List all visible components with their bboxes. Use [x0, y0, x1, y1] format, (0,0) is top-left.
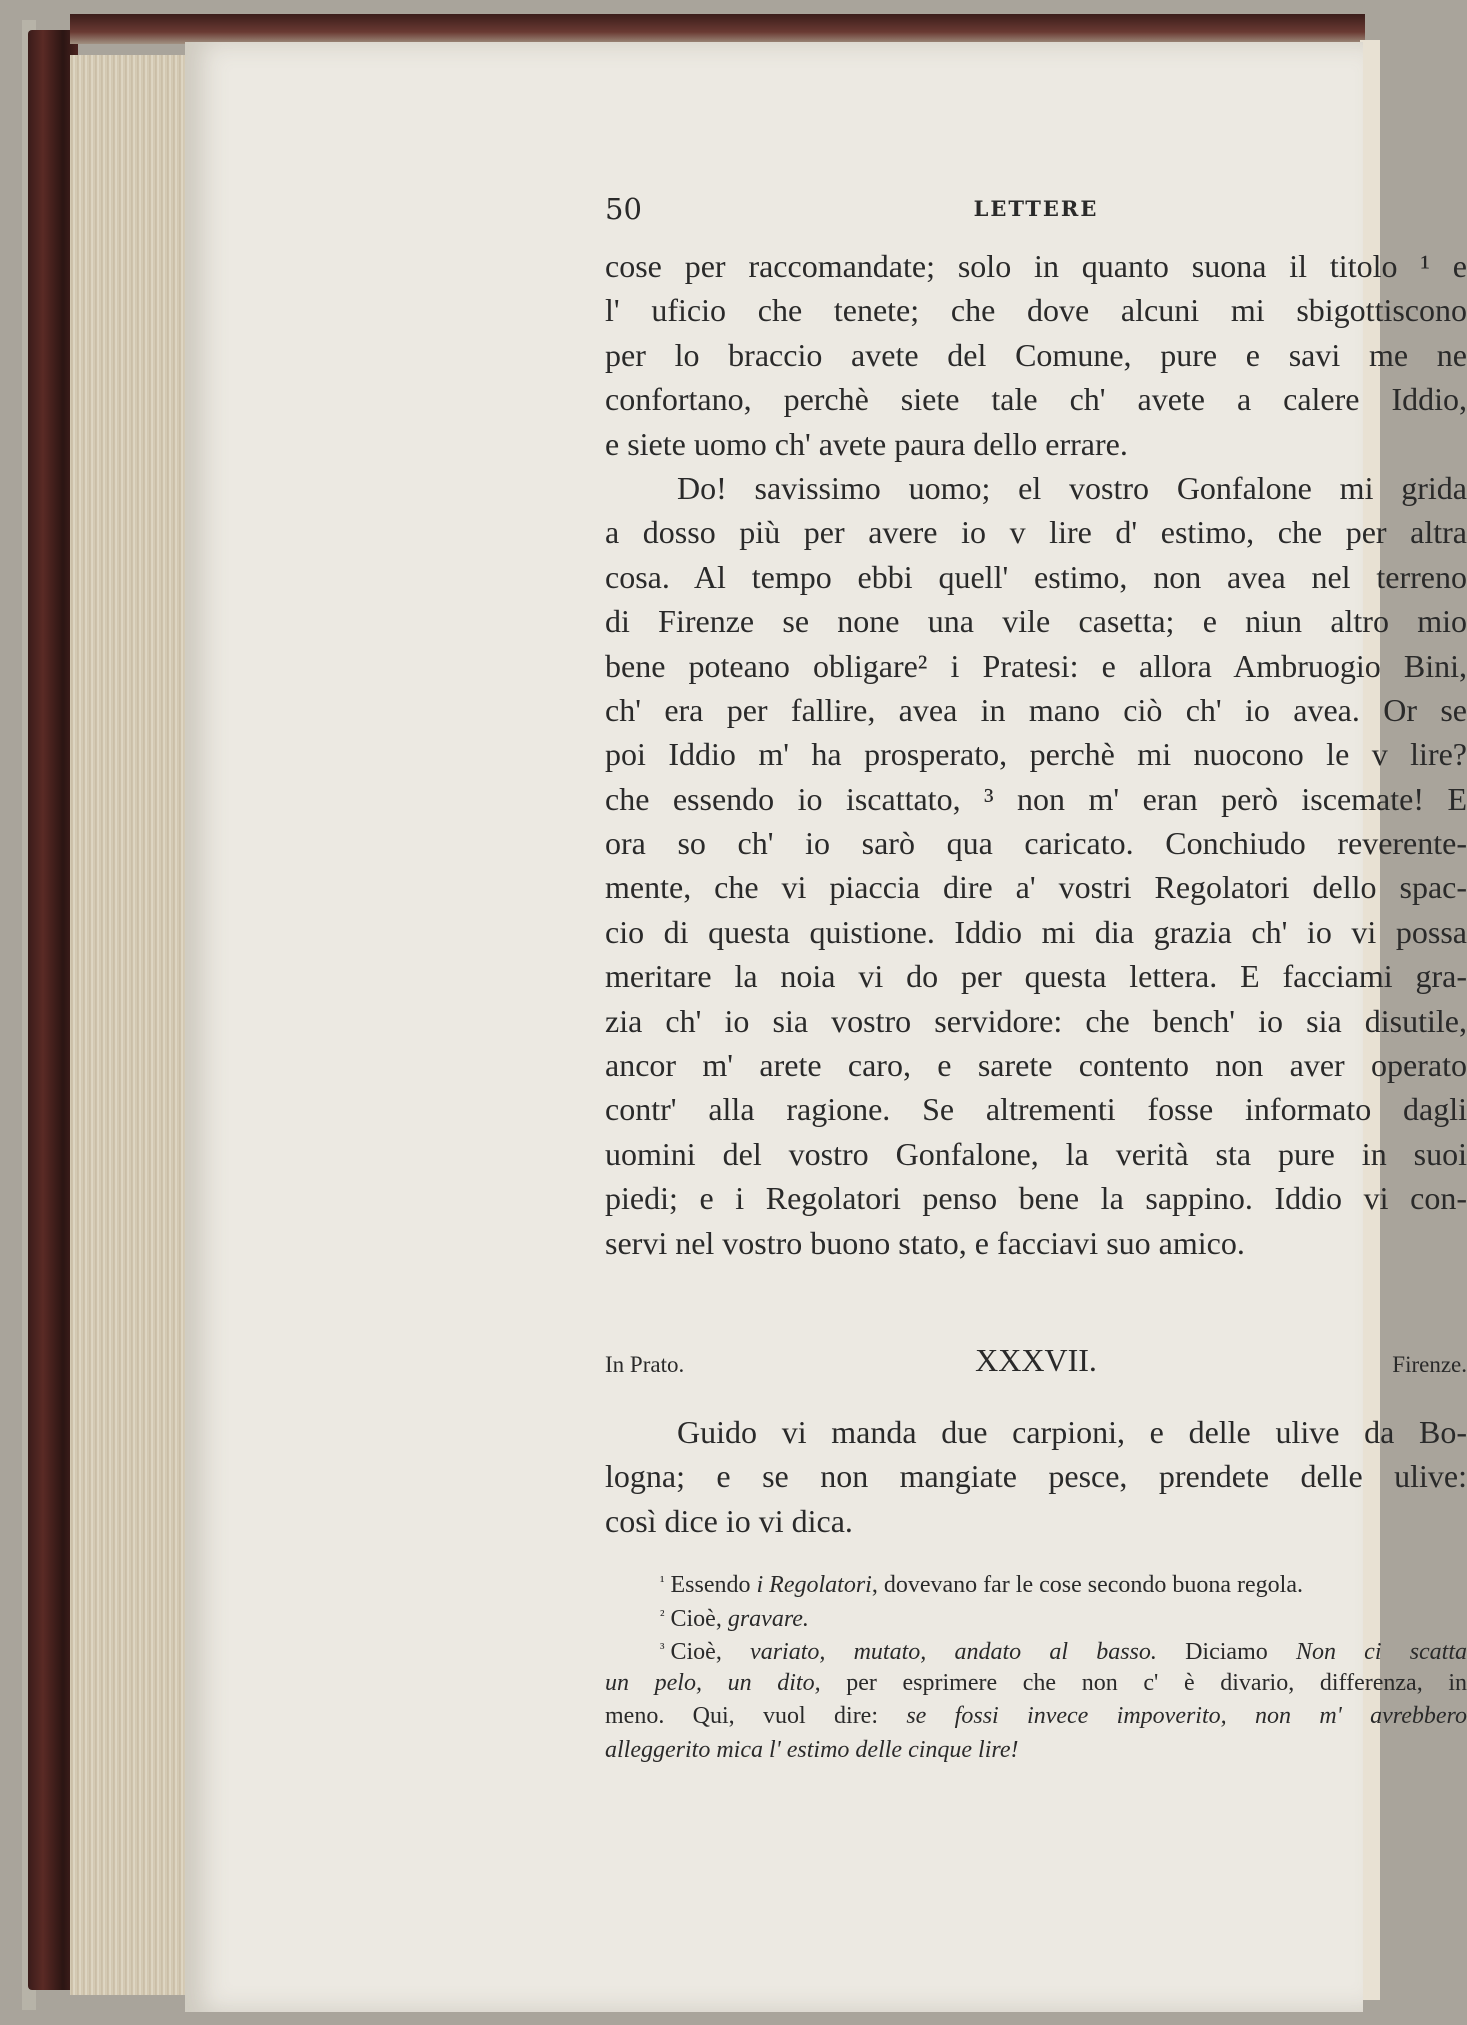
text-line: mente, che vi piaccia dire a' vostri Regolatori dello spac-	[605, 869, 1467, 906]
page-number: 50	[605, 192, 642, 226]
text-line: così dice io vi dica.	[605, 1502, 853, 1539]
footnote-italic: gravare.	[727, 1605, 809, 1632]
text-line: che essendo io iscattato, ³ non m' eran però iscemate! E	[605, 780, 1467, 817]
text-line: meritare la noia vi do per questa lettera. E facciami gra-	[605, 958, 1467, 995]
footnotes	[605, 1566, 1467, 1767]
footnote-1	[605, 1566, 1467, 1600]
footnote-italic: i Regolatori	[756, 1572, 872, 1598]
text-line: zia ch' io sia vostro servidore: che bench' io sia disutile,	[605, 1002, 1467, 1039]
footnote-italic: variato, mutato, andato al basso.	[750, 1639, 1157, 1665]
footnote-3-line-3	[605, 1700, 1467, 1734]
footnote-text: Essendo	[670, 1572, 757, 1598]
page-stack-edges	[70, 55, 200, 1995]
footnote-3	[605, 1633, 1467, 1667]
top-binding-strip	[70, 14, 1365, 44]
footnote-marker: ³	[660, 1641, 665, 1657]
letter-destination: Firenze.	[1392, 1352, 1467, 1377]
text-line: logna; e se non mangiate pesce, prendete delle ulive:	[605, 1458, 1467, 1495]
book-page	[185, 42, 1467, 2012]
text-line: piedi; e i Regolatori penso bene la sappino. Iddio vi con-	[605, 1180, 1467, 1217]
footnote-marker: ²	[660, 1607, 665, 1624]
running-title: LETTERE	[973, 196, 1099, 221]
letter-body	[605, 244, 1467, 1265]
letter-heading	[605, 1342, 1467, 1382]
text-line: cosa. Al tempo ebbi quell' estimo, non avea nel terreno	[605, 558, 1467, 595]
text-line: ancor m' arete caro, e sarete contento non aver operato	[605, 1047, 1467, 1084]
text-line: ch' era per fallire, avea in mano ciò ch' io avea. Or se	[605, 691, 1467, 728]
text-line: Guido vi manda due carpioni, e delle ulive da Bo-	[677, 1414, 1467, 1450]
footnote-italic: Non ci scatta	[1295, 1639, 1467, 1665]
text-line: contr' alla ragione. Se altrementi fosse informato dagli	[605, 1091, 1467, 1128]
footnote-text: meno. Qui, vuol dire:	[605, 1703, 907, 1729]
letter-origin: In Prato.	[605, 1352, 685, 1377]
footnote-text: Cioè,	[670, 1605, 728, 1632]
text-line: confortano, perchè siete tale ch' avete a calere Iddio,	[605, 381, 1467, 418]
text-line: e siete uomo ch' avete paura dello errare.	[605, 425, 1128, 462]
text-line: poi Iddio m' ha prosperato, perchè mi nuocono le v lire?	[605, 736, 1467, 773]
text-line: cio di questa quistione. Iddio mi dia grazia ch' io vi possa	[605, 913, 1467, 950]
letter-body-2	[605, 1410, 1467, 1543]
footnote-italic: alleggerito mica l' estimo delle cinque lire!	[605, 1736, 1019, 1763]
footnote-italic: un pelo, un dito,	[605, 1669, 821, 1696]
footnote-marker: ¹	[660, 1574, 665, 1590]
text-line: cose per raccomandate; solo in quanto suona il titolo ¹ e	[605, 248, 1467, 284]
text-line: uomini del vostro Gonfalone, la verità sta pure in suoi	[605, 1135, 1467, 1172]
text-line: servi nel vostro buono stato, e facciavi suo amico.	[605, 1224, 1245, 1261]
footnote-text: , dovevano far le cose secondo buona regola.	[871, 1572, 1303, 1598]
text-line: ora so ch' io sarò qua caricato. Conchiudo reverente-	[605, 825, 1467, 862]
footnote-text: Cioè,	[670, 1639, 751, 1665]
running-head	[605, 192, 1467, 232]
text-line: Do! savissimo uomo; el vostro Gonfalone mi grida	[677, 469, 1467, 506]
text-line: a dosso più per avere io v lire d' estimo, che per altra	[605, 514, 1467, 551]
footnote-text: Diciamo	[1156, 1639, 1296, 1665]
footnote-3-line-2	[605, 1667, 1467, 1701]
footnote-text: per esprimere che non c' è divario, differenza, in	[820, 1669, 1467, 1696]
footnote-2	[605, 1600, 1467, 1634]
text-line: per lo braccio avete del Comune, pure e savi me ne	[605, 336, 1467, 373]
letter-number: XXXVII.	[975, 1342, 1097, 1378]
footnote-3-line-4	[605, 1734, 1467, 1768]
text-line: l' uficio che tenete; che dove alcuni mi sbigottiscono	[605, 292, 1467, 329]
text-line: di Firenze se none una vile casetta; e niun altro mio	[605, 603, 1467, 640]
footnote-italic: se fossi invece impoverito, non m' avrebbero	[906, 1703, 1467, 1729]
text-line: bene poteano obligare² i Pratesi: e allora Ambruogio Bini,	[605, 647, 1467, 684]
